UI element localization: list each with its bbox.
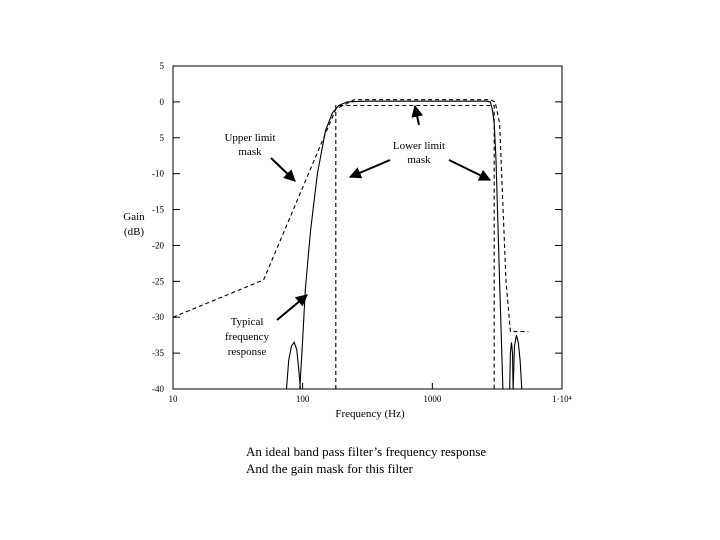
y-tick-label: -35	[152, 348, 164, 359]
series-line-5-solid	[510, 342, 513, 389]
annotation-lower-limit-line1: Lower limit	[392, 140, 446, 152]
y-tick-label: 5	[159, 132, 164, 143]
lower-limit-arrow-right	[449, 160, 490, 180]
y-axis-label-line1: Gain	[123, 211, 145, 223]
y-tick-label: -30	[152, 312, 164, 323]
y-tick-label: -10	[152, 168, 164, 179]
x-tick-label: 10	[168, 394, 178, 404]
y-tick-label: -25	[152, 276, 164, 287]
typical-response-arrow	[277, 295, 307, 320]
annotation-typical-line1: Typical	[230, 316, 264, 328]
y-tick-label: 0	[159, 96, 164, 107]
x-tick-label: 1·10⁴	[552, 394, 572, 404]
annotation-typical-response	[225, 295, 307, 358]
caption	[246, 443, 486, 477]
series-line-4-solid	[287, 342, 301, 389]
y-tick-label: -15	[152, 204, 164, 215]
x-tick-label: 1000	[423, 394, 442, 404]
y-tick-label: 5	[159, 61, 164, 71]
annotation-lower-limit-line2: mask	[407, 154, 431, 166]
y-tick-label: -40	[152, 384, 164, 394]
x-axis-label: Frequency (Hz)	[335, 408, 405, 420]
annotation-typical-line2: frequency	[225, 331, 269, 343]
upper-limit-arrow	[271, 158, 295, 181]
y-tick-label: -20	[152, 240, 164, 251]
y-axis-label-line2: (dB)	[123, 226, 145, 238]
annotation-upper-limit-line2: mask	[238, 146, 262, 158]
annotation-lower-limit-mask	[350, 140, 490, 180]
series-line-6-solid	[513, 335, 522, 389]
lower-limit-arrow-left	[350, 160, 390, 177]
annotation-typical-line3: response	[227, 346, 267, 358]
upper-limit-arrow-top	[415, 106, 419, 125]
axes	[152, 61, 572, 404]
annotation-upper-limit-line1: Upper limit	[224, 132, 276, 144]
x-tick-label: 100	[295, 394, 310, 404]
caption-line1: An ideal band pass filter’s frequency response	[246, 444, 487, 459]
caption-line2: And the gain mask for this filter	[246, 461, 413, 476]
